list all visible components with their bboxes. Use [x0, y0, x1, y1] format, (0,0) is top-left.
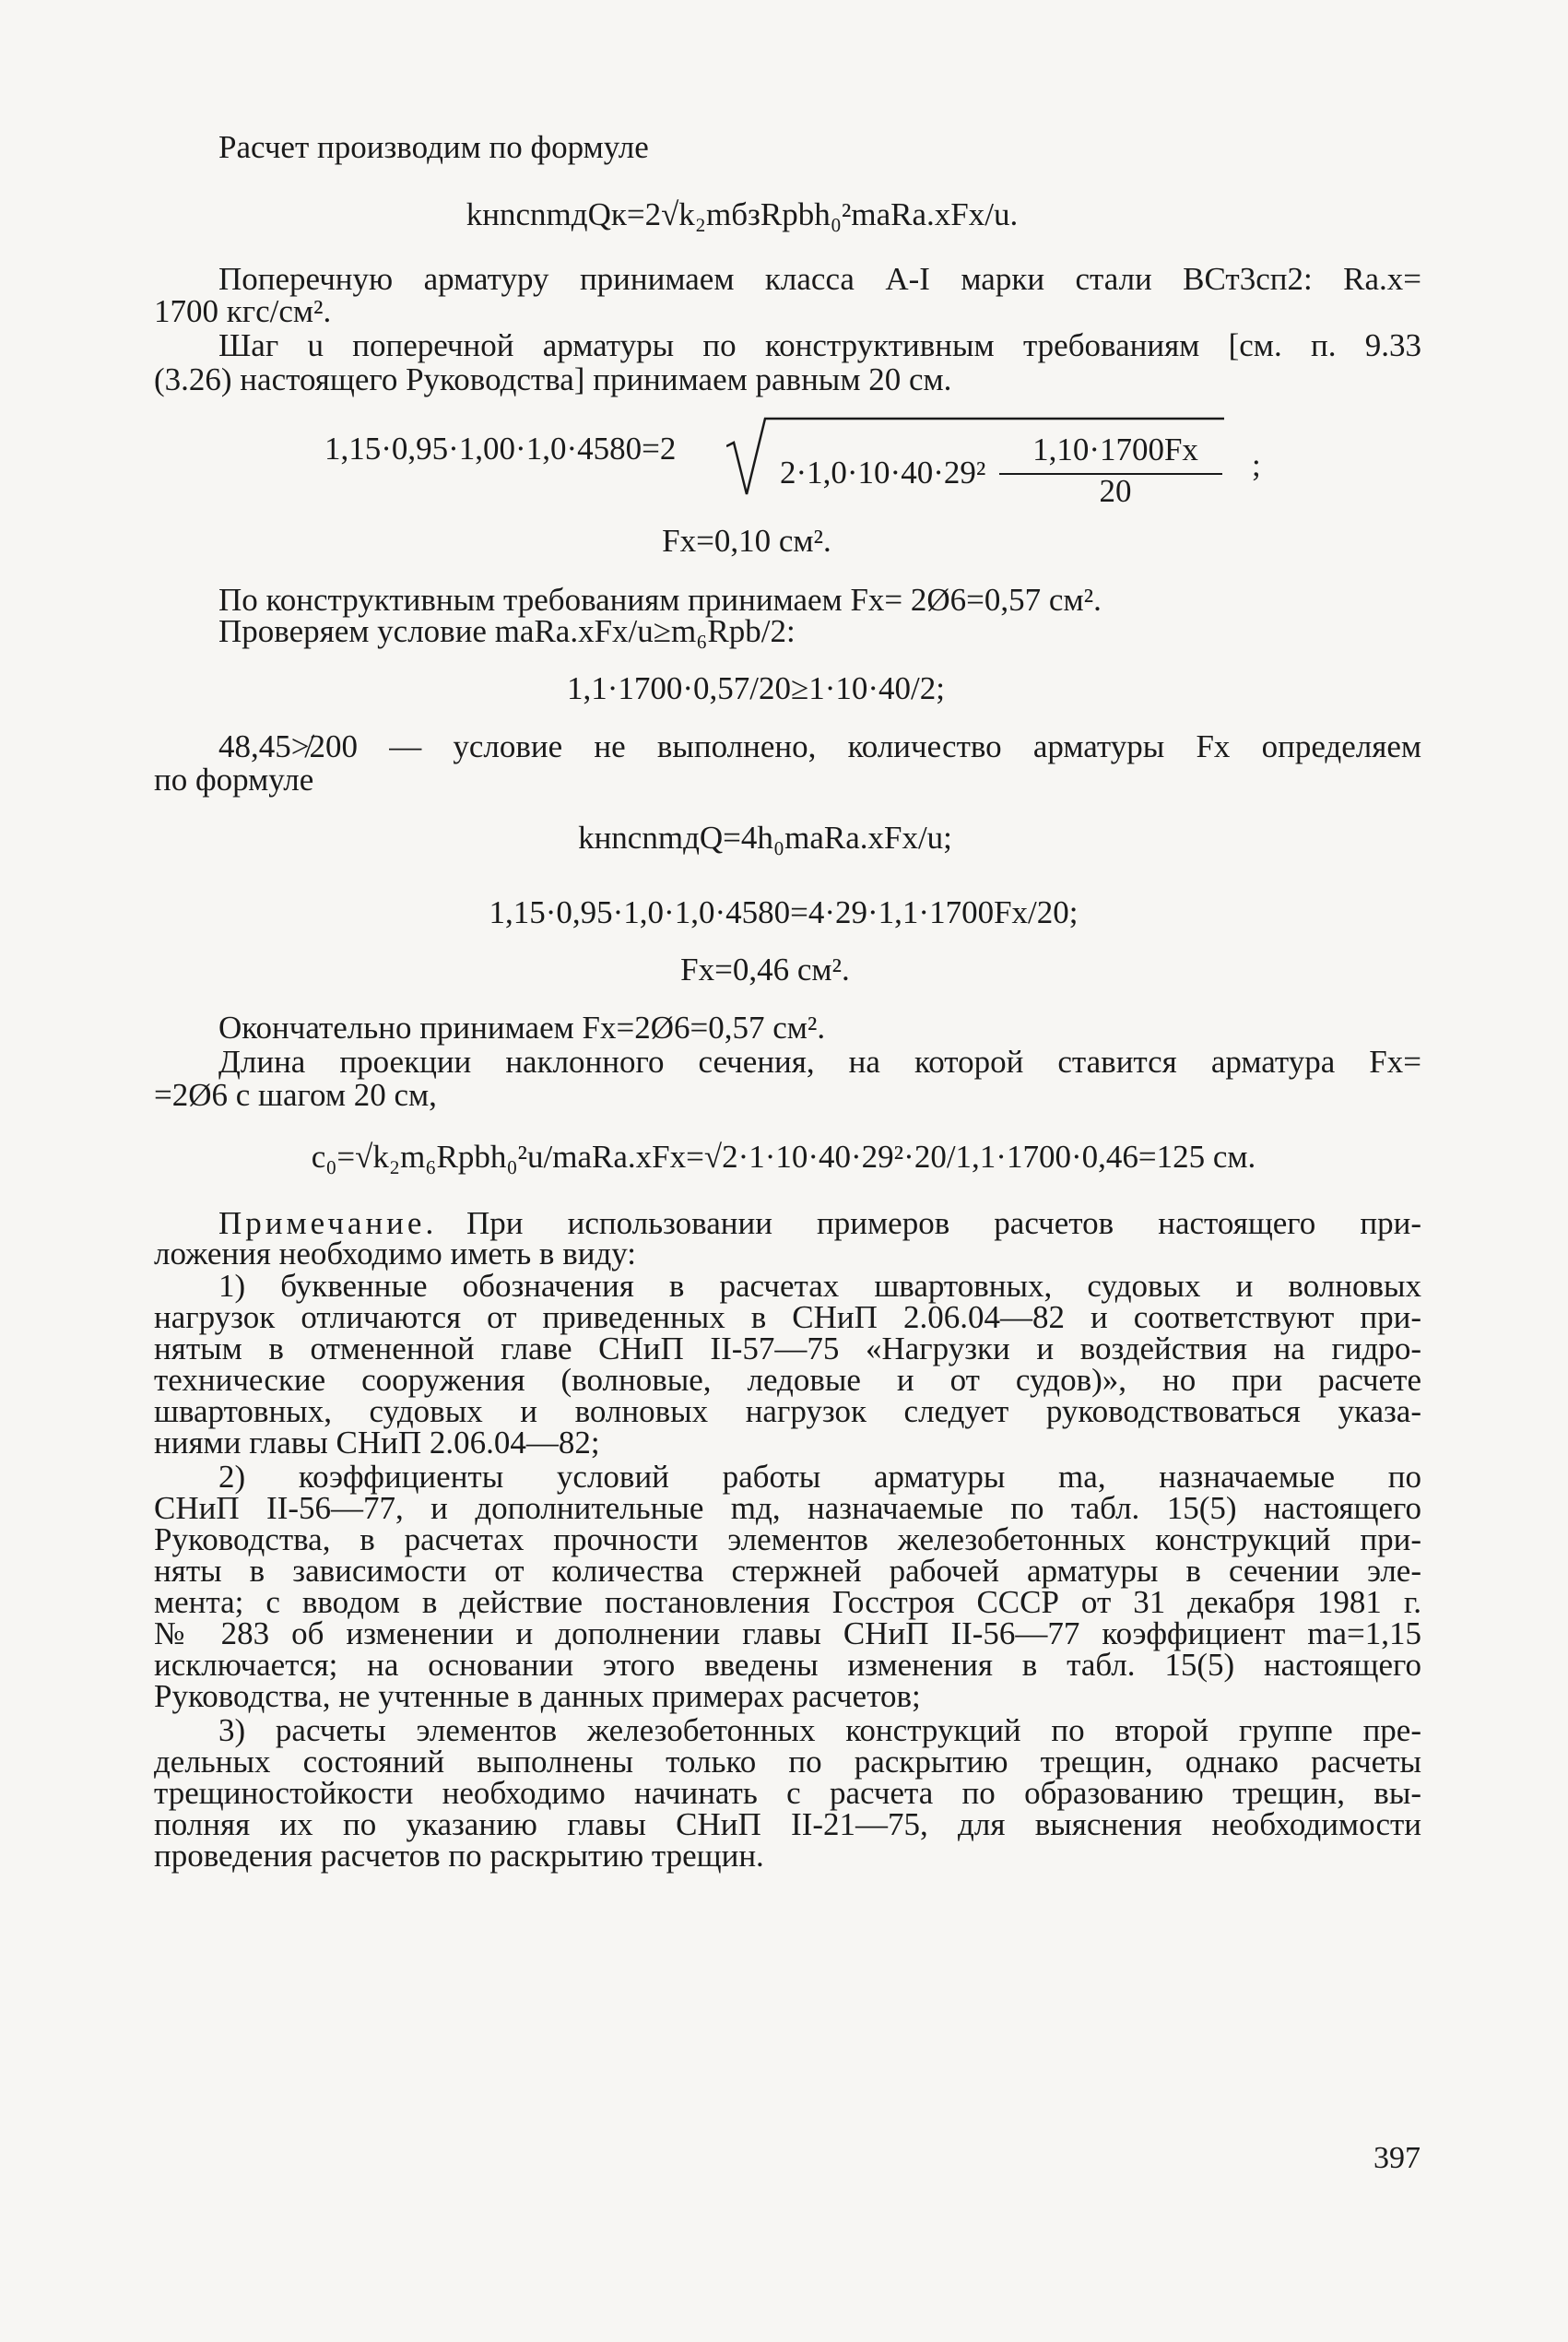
item2-line8: Руководства, не учтенные в данных примерах расчетов; — [154, 1678, 921, 1714]
eq4: 1,1·1700·0,57/20≥1·10·40/2; — [566, 670, 945, 706]
para7-line1: Длина проекции наклонного сечения, на которой ставится арматура Fx= — [218, 1044, 1421, 1080]
para3: По конструктивным требованиям принимаем Fx= 2Ø6=0,57 см². — [218, 582, 1102, 618]
item3-line4: полняя их по указанию главы СНиП II-21—75, для выяснения необходимости — [154, 1806, 1421, 1842]
item1-line6: ниями главы СНиП 2.06.04—82; — [154, 1425, 600, 1461]
para4: Проверяем условие maRa.xFx/u≥m₆Rpb/2: — [218, 613, 796, 649]
item2-line4: няты в зависимости от количества стержней рабочей арматуры в сечении эле- — [154, 1553, 1421, 1589]
eq5: kнnсnmдQ=4h₀maRa.xFx/u; — [578, 820, 952, 856]
item3-line5: проведения расчетов по раскрытию трещин. — [154, 1838, 764, 1874]
item1-line1: 1) буквенные обозначения в расчетах швартовных, судовых и волновых — [218, 1268, 1421, 1304]
eq2-end: ; — [1252, 447, 1261, 483]
item3-line1: 3) расчеты элементов железобетонных конструкций по второй группе пре- — [218, 1712, 1421, 1748]
eq3: Fx=0,10 см². — [662, 523, 831, 559]
item2-line3: Руководства, в расчетах прочности элементов железобетонных конструкций при- — [154, 1521, 1421, 1557]
para1-line1: Поперечную арматуру принимаем класса А-I марки стали ВСт3сп2: Ra.x= — [218, 261, 1421, 297]
item3-line2: дельных состояний выполнены только по раскрытию трещин, однако расчеты — [154, 1744, 1421, 1780]
item2-line1: 2) коэффициенты условий работы арматуры ma, назначаемые по — [218, 1459, 1421, 1495]
item1-line5: швартовных, судовых и волновых нагрузок следует руководствоваться указа- — [154, 1393, 1421, 1429]
item2-line6: № 283 об изменении и дополнении главы СНиП II-56—77 коэффициент ma=1,15 — [154, 1615, 1421, 1651]
eq2-fraction-numerator: 1,10·1700Fx — [1032, 432, 1198, 467]
para7-line2: =2Ø6 с шагом 20 см, — [154, 1077, 437, 1113]
eq8: c₀=√k₂m₆Rpbh₀²u/maRa.xFx=√2·1·10·40·29²·20/1,1·1700·0,46=125 см. — [311, 1139, 1256, 1175]
item2-line5: мента; с вводом в действие постановления Госстроя СССР от 31 декабря 1981 г. — [154, 1584, 1421, 1620]
para1-line2: 1700 кгс/см². — [154, 293, 332, 329]
item2-line2: СНиП II-56—77, и дополнительные mд, назначаемые по табл. 15(5) настоящего — [154, 1490, 1421, 1526]
item3-line3: трещиностойкости необходимо начинать с расчета по образованию трещин, вы- — [154, 1775, 1421, 1811]
item2-line7: исключается; на основании этого введены изменения в табл. 15(5) настоящего — [154, 1647, 1421, 1683]
note-title: Примечание. — [218, 1205, 438, 1241]
note-line2: ложения необходимо иметь в виду: — [154, 1236, 637, 1272]
formula-1: kнnсnmдQк=2√k₂mбзRpbh₀²maRa.xFx/u. — [466, 196, 1019, 232]
intro-text: Расчет производим по формуле — [218, 129, 649, 165]
item1-line2: нагрузок отличаются от приведенных в СНиП 2.06.04—82 и соответствуют при- — [154, 1299, 1421, 1335]
item1-line3: нятым в отмененной главе СНиП II-57—75 «Нагрузки и воздействия на гидро- — [154, 1331, 1421, 1366]
item1-line4: технические сооружения (волновые, ледовые и от судов)», но при расчете — [154, 1362, 1421, 1398]
para2-line2: (3.26) настоящего Руководства] принимаем равным 20 см. — [154, 361, 952, 397]
eq7: Fx=0,46 см². — [680, 952, 850, 988]
eq2-fraction-denominator: 20 — [1099, 473, 1132, 509]
eq2-radicand: 2·1,0·10·40·29² — [780, 455, 986, 491]
para5-line1: 48,45≯200 — условие не выполнено, количество арматуры Fx определяем — [218, 728, 1421, 764]
para5-line2: по формуле — [154, 762, 314, 798]
para6: Окончательно принимаем Fx=2Ø6=0,57 см². — [218, 1010, 826, 1046]
para2-line1: Шаг u поперечной арматуры по конструктивным требованиям [см. п. 9.33 — [218, 327, 1421, 363]
eq2-left: 1,15·0,95·1,00·1,0·4580=2 — [324, 431, 677, 467]
note-line1: При использовании примеров расчетов настоящего при- — [466, 1205, 1421, 1241]
eq6: 1,15·0,95·1,0·1,0·4580=4·29·1,1·1700Fx/20; — [489, 894, 1079, 930]
page-number: 397 — [1373, 2141, 1421, 2175]
